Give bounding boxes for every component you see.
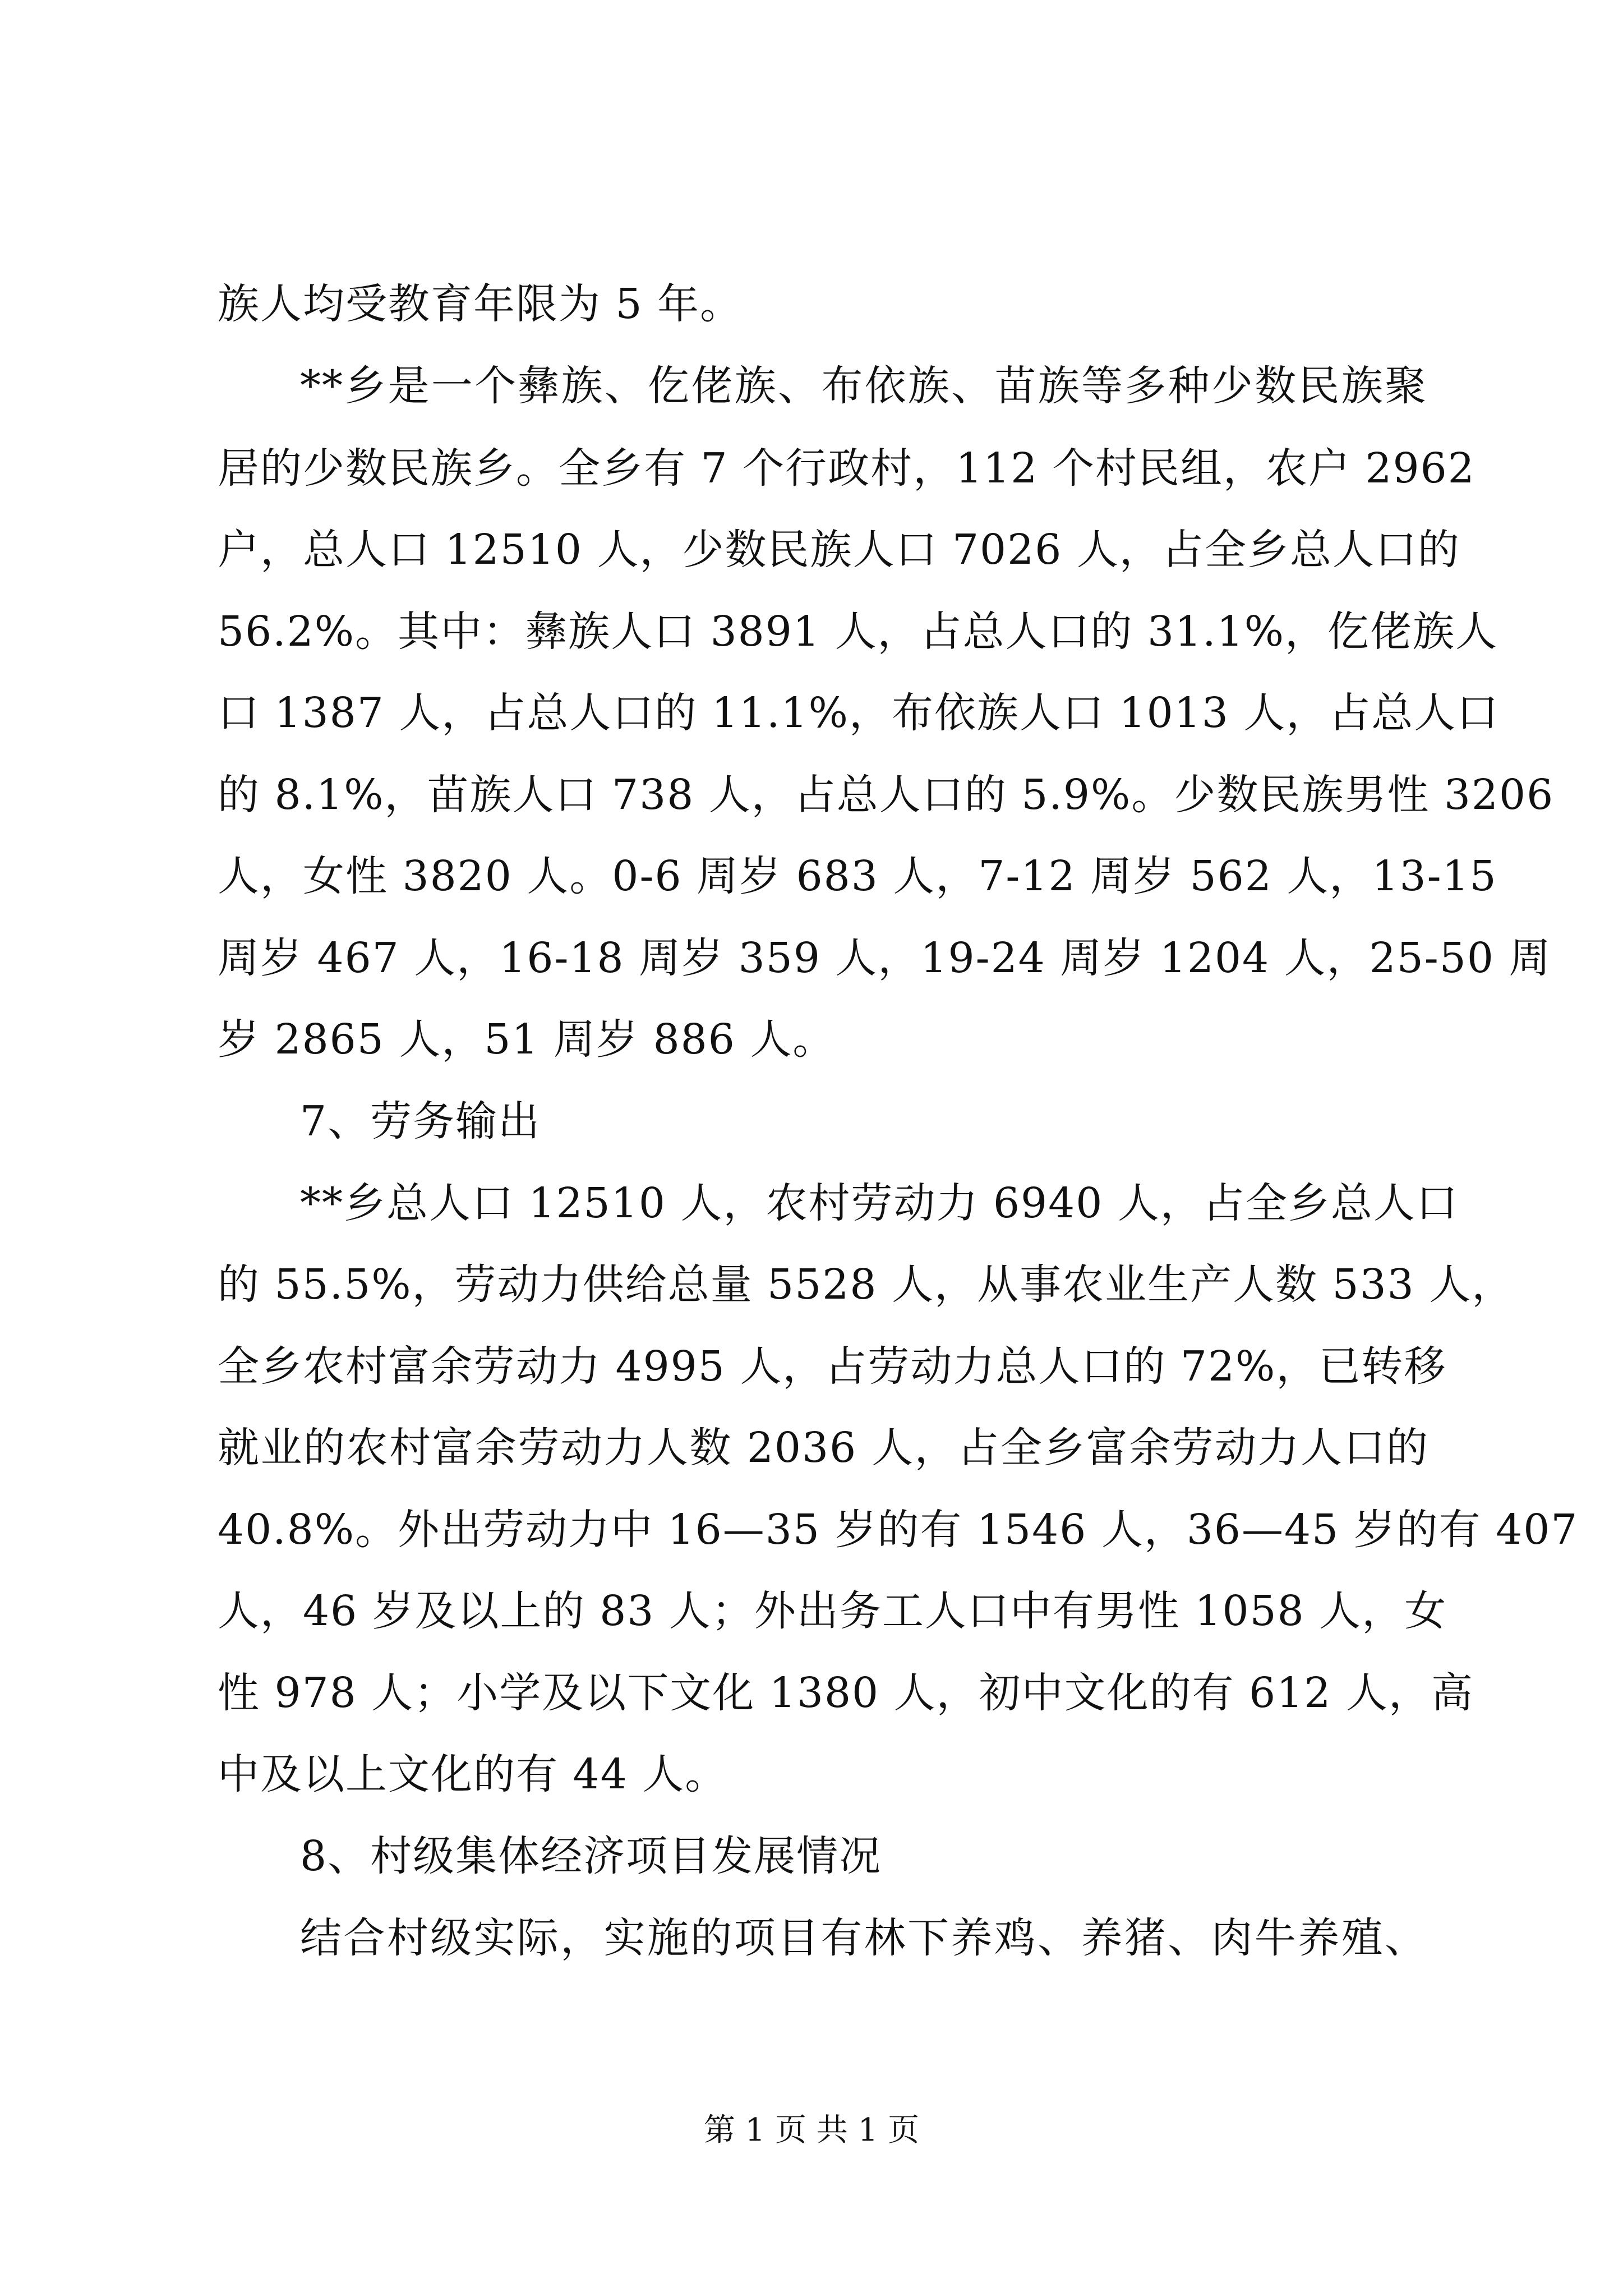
paragraph-first-line: **乡总人口 12510 人，农村劳动力 6940 人，占全乡总人口	[300, 1179, 1459, 1227]
text-line: 全乡农村富余劳动力 4995 人，占劳动力总人口的 72%，已转移	[218, 1342, 1447, 1391]
section-heading-collective-economy: 8、村级集体经济项目发展情况	[300, 1832, 882, 1880]
text-line: 的 8.1%，苗族人口 738 人，占总人口的 5.9%。少数民族男性 3206	[218, 771, 1555, 819]
text-line: 56.2%。其中：彝族人口 3891 人，占总人口的 31.1%，仡佬族人	[218, 608, 1498, 656]
paragraph-first-line: 结合村级实际，实施的项目有林下养鸡、养猪、肉牛养殖、	[300, 1914, 1427, 1962]
text-line: 中及以上文化的有 44 人。	[218, 1750, 728, 1798]
text-line: 人，女性 3820 人。0-6 周岁 683 人，7-12 周岁 562 人，13-15	[218, 852, 1497, 900]
text-line: 人，46 岁及以上的 83 人；外出务工人口中有男性 1058 人，女	[218, 1587, 1447, 1635]
text-line: 周岁 467 人，16-18 周岁 359 人，19-24 周岁 1204 人，25-50 周	[218, 934, 1552, 982]
text-line: 40.8%。外出劳动力中 16—35 岁的有 1546 人，36—45 岁的有 407	[218, 1506, 1579, 1554]
paragraph-first-line: **乡是一个彝族、仡佬族、布依族、苗族等多种少数民族聚	[300, 362, 1427, 410]
text-line: 岁 2865 人，51 周岁 886 人。	[218, 1015, 836, 1064]
text-line: 户，总人口 12510 人，少数民族人口 7026 人，占全乡总人口的	[218, 526, 1460, 574]
text-line: 口 1387 人，占总人口的 11.1%，布依族人口 1013 人，占总人口	[218, 689, 1500, 737]
page-footer: 第 1 页 共 1 页	[703, 2112, 920, 2148]
text-line: 的 55.5%，劳动力供给总量 5528 人，从事农业生产人数 533 人，	[218, 1260, 1515, 1309]
text-line: 性 978 人；小学及以下文化 1380 人，初中文化的有 612 人，高	[218, 1669, 1474, 1717]
text-line: 族人均受教育年限为 5 年。	[218, 280, 743, 328]
text-line: 居的少数民族乡。全乡有 7 个行政村，112 个村民组，农户 2962	[218, 444, 1476, 493]
text-line: 就业的农村富余劳动力人数 2036 人，占全乡富余劳动力人口的	[218, 1424, 1429, 1472]
section-heading-labor-export: 7、劳务输出	[300, 1097, 541, 1145]
